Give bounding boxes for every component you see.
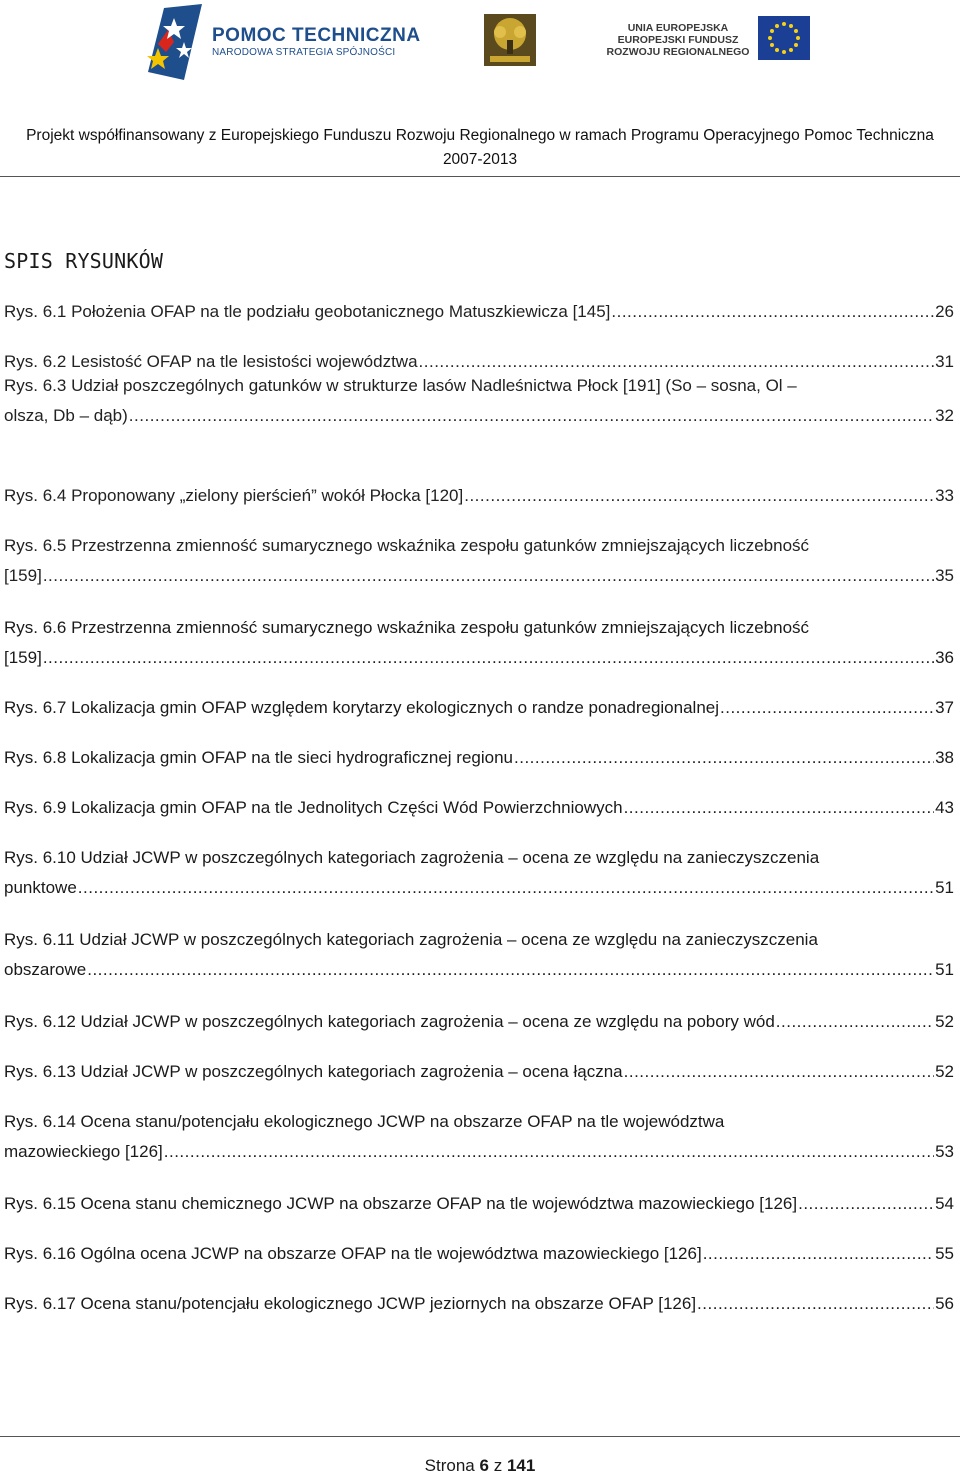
footer-page-number: 6: [479, 1456, 489, 1475]
figure-caption-text: Rys. 6.14 Ocena stanu/potencjału ekologicznego JCWP na obszarze OFAP na tle województwa: [4, 1112, 725, 1131]
page-header: [0, 0, 960, 178]
figure-caption-text: Rys. 6.9 Lokalizacja gmin OFAP na tle Jednolitych Części Wód Powierzchniowych: [4, 798, 623, 817]
figure-entry-line: [4, 693, 954, 723]
dot-leader: [624, 1057, 934, 1087]
figure-entry[interactable]: [4, 481, 954, 511]
figure-entry[interactable]: [4, 1007, 954, 1037]
figure-caption-text: Rys. 6.16 Ogólna ocena JCWP na obszarze OFAP na tle województwa mazowieckiego [126]: [4, 1244, 702, 1263]
figure-caption-text: olsza, Db – dąb): [4, 406, 128, 425]
figure-entry-line: [4, 297, 954, 327]
figure-entry-line: [4, 371, 954, 401]
figure-entry-line: [4, 643, 954, 673]
dot-leader: [720, 693, 934, 723]
pomoc-techniczna-logo-icon: [144, 2, 204, 82]
figure-entry[interactable]: [4, 743, 954, 773]
figure-entry-line: [4, 1137, 954, 1167]
footer-prefix: Strona: [424, 1456, 475, 1475]
figure-entry[interactable]: [4, 531, 954, 591]
figure-entry-line: [4, 531, 954, 561]
figure-page-number: 26: [935, 302, 954, 321]
dot-leader: [624, 793, 935, 823]
dot-leader: [776, 1007, 934, 1037]
figure-caption-text: Rys. 6.7 Lokalizacja gmin OFAP względem korytarzy ekologicznych o randze ponadregionalnej: [4, 698, 720, 717]
figure-page-number: 35: [935, 566, 954, 585]
dot-leader: [611, 297, 934, 327]
figure-entry-line: [4, 1107, 954, 1137]
figure-caption-text: Rys. 6.11 Udział JCWP w poszczególnych kategoriach zagrożenia – ocena ze względu na zanieczyszczenia: [4, 930, 818, 949]
figure-entry[interactable]: [4, 1239, 954, 1269]
dot-leader: [798, 1189, 934, 1219]
figure-page-number: 56: [935, 1294, 954, 1313]
figure-entry[interactable]: [4, 1107, 954, 1167]
figure-caption-text: Rys. 6.17 Ocena stanu/potencjału ekologicznego JCWP jeziornych na obszarze OFAP [126]: [4, 1294, 697, 1313]
figure-entry-line: [4, 843, 954, 873]
project-funding-line-2: 2007-2013: [442, 151, 518, 168]
figure-caption-text: [159]: [4, 566, 42, 585]
figure-entry-line: [4, 561, 954, 591]
figure-entry-line: [4, 1289, 954, 1319]
figure-entry-line: [4, 1057, 954, 1087]
figure-entry-line: [4, 925, 954, 955]
dot-leader: [703, 1239, 934, 1269]
figure-entry[interactable]: [4, 693, 954, 723]
figure-caption-text: Rys. 6.6 Przestrzenna zmienność sumarycznego wskaźnika zespołu gatunków zmniejszających liczebność: [4, 618, 810, 637]
figure-page-number: 38: [935, 748, 954, 767]
tree-emblem-icon: [484, 14, 536, 66]
footer-total-pages: 141: [506, 1456, 536, 1475]
figure-caption-text: Rys. 6.1 Położenia OFAP na tle podziału geobotanicznego Matuszkiewicza [145]: [4, 302, 611, 321]
figure-page-number: 36: [935, 648, 954, 667]
figure-page-number: 51: [935, 878, 954, 897]
figure-page-number: 51: [935, 960, 954, 979]
figure-page-number: 31: [935, 352, 954, 371]
figure-entry[interactable]: [4, 297, 954, 327]
figure-entry-line: [4, 613, 954, 643]
page-title: SPIS RYSUNKÓW: [4, 249, 164, 273]
figure-entry-line: [4, 1239, 954, 1269]
page-footer: [0, 1456, 960, 1476]
logo-bar: [0, 0, 960, 90]
header-divider: [0, 176, 960, 177]
dot-leader: [164, 1137, 934, 1167]
figure-entry-line: [4, 481, 954, 511]
figure-entry-line: [4, 793, 954, 823]
figure-entry[interactable]: [4, 1289, 954, 1319]
dot-leader: [43, 643, 934, 673]
figure-entry[interactable]: [4, 793, 954, 823]
figure-page-number: 43: [935, 798, 954, 817]
figure-caption-text: [159]: [4, 648, 42, 667]
eu-flag-icon: [758, 16, 810, 60]
figure-page-number: 52: [935, 1012, 954, 1031]
figure-entry-line: [4, 873, 954, 903]
figure-caption-text: obszarowe: [4, 960, 87, 979]
dot-leader: [464, 481, 934, 511]
nss-subtitle: NARODOWA STRATEGIA SPÓJNOŚCI: [212, 47, 396, 58]
figure-caption-text: Rys. 6.10 Udział JCWP w poszczególnych kategoriach zagrożenia – ocena ze względu na zanieczyszczenia: [4, 848, 820, 867]
figure-caption-text: Rys. 6.12 Udział JCWP w poszczególnych kategoriach zagrożenia – ocena ze względu na pobory wód: [4, 1012, 775, 1031]
figure-entry[interactable]: [4, 613, 954, 673]
figure-caption-text: mazowieckiego [126]: [4, 1142, 163, 1161]
figure-entry[interactable]: [4, 843, 954, 903]
figure-caption-text: Rys. 6.8 Lokalizacja gmin OFAP na tle sieci hydrograficznej regionu: [4, 748, 513, 767]
figure-caption-text: Rys. 6.5 Przestrzenna zmienność sumarycznego wskaźnika zespołu gatunków zmniejszających liczebność: [4, 536, 810, 555]
figure-caption-text: Rys. 6.3 Udział poszczególnych gatunków w strukturze lasów Nadleśnictwa Płock [191] (So – sosna, Ol –: [4, 376, 797, 395]
figure-page-number: 37: [935, 698, 954, 717]
figure-page-number: 53: [935, 1142, 954, 1161]
dot-leader: [697, 1289, 934, 1319]
figure-entry[interactable]: [4, 371, 954, 431]
eu-line-2: EUROPEJSKI FUNDUSZ: [617, 34, 739, 46]
project-funding-line-1: Projekt współfinansowany z Europejskiego Funduszu Rozwoju Regionalnego w ramach Programu Operacyjnego Pomoc Techniczna: [26, 127, 934, 144]
footer-divider: [0, 1436, 960, 1437]
figure-entry[interactable]: [4, 925, 954, 985]
figure-page-number: 33: [935, 486, 954, 505]
figure-caption-text: Rys. 6.15 Ocena stanu chemicznego JCWP na obszarze OFAP na tle województwa mazowieckiego [126]: [4, 1194, 798, 1213]
figure-page-number: 54: [935, 1194, 954, 1213]
dot-leader: [514, 743, 934, 773]
figure-page-number: 32: [935, 406, 954, 425]
figure-entry[interactable]: [4, 1057, 954, 1087]
pomoc-techniczna-wordmark: [212, 26, 421, 59]
figure-entry-line: [4, 955, 954, 985]
figure-page-number: 55: [935, 1244, 954, 1263]
figure-entry-line: [4, 743, 954, 773]
figure-caption-text: Rys. 6.2 Lesistość OFAP na tle lesistości województwa: [4, 352, 418, 371]
dot-leader: [129, 401, 934, 431]
dot-leader: [43, 561, 934, 591]
figure-entry-line: [4, 401, 954, 431]
figure-caption-text: Rys. 6.4 Proponowany „zielony pierścień” wokół Płocka [120]: [4, 486, 464, 505]
figure-page-number: 52: [935, 1062, 954, 1081]
eu-line-1: UNIA EUROPEJSKA: [627, 22, 729, 34]
project-funding-note: [0, 124, 960, 172]
figure-entry-line: [4, 1007, 954, 1037]
figure-entry[interactable]: [4, 1189, 954, 1219]
eu-fund-wordmark: [600, 22, 756, 58]
dot-leader: [87, 955, 934, 985]
figure-entry-line: [4, 1189, 954, 1219]
figure-caption-text: Rys. 6.13 Udział JCWP w poszczególnych kategoriach zagrożenia – ocena łączna: [4, 1062, 623, 1081]
figure-caption-text: punktowe: [4, 878, 77, 897]
pomoc-techniczna-title: POMOC TECHNICZNA: [212, 25, 421, 46]
footer-separator: z: [493, 1456, 503, 1475]
dot-leader: [78, 873, 934, 903]
eu-line-3: ROZWOJU REGIONALNEGO: [606, 46, 750, 58]
